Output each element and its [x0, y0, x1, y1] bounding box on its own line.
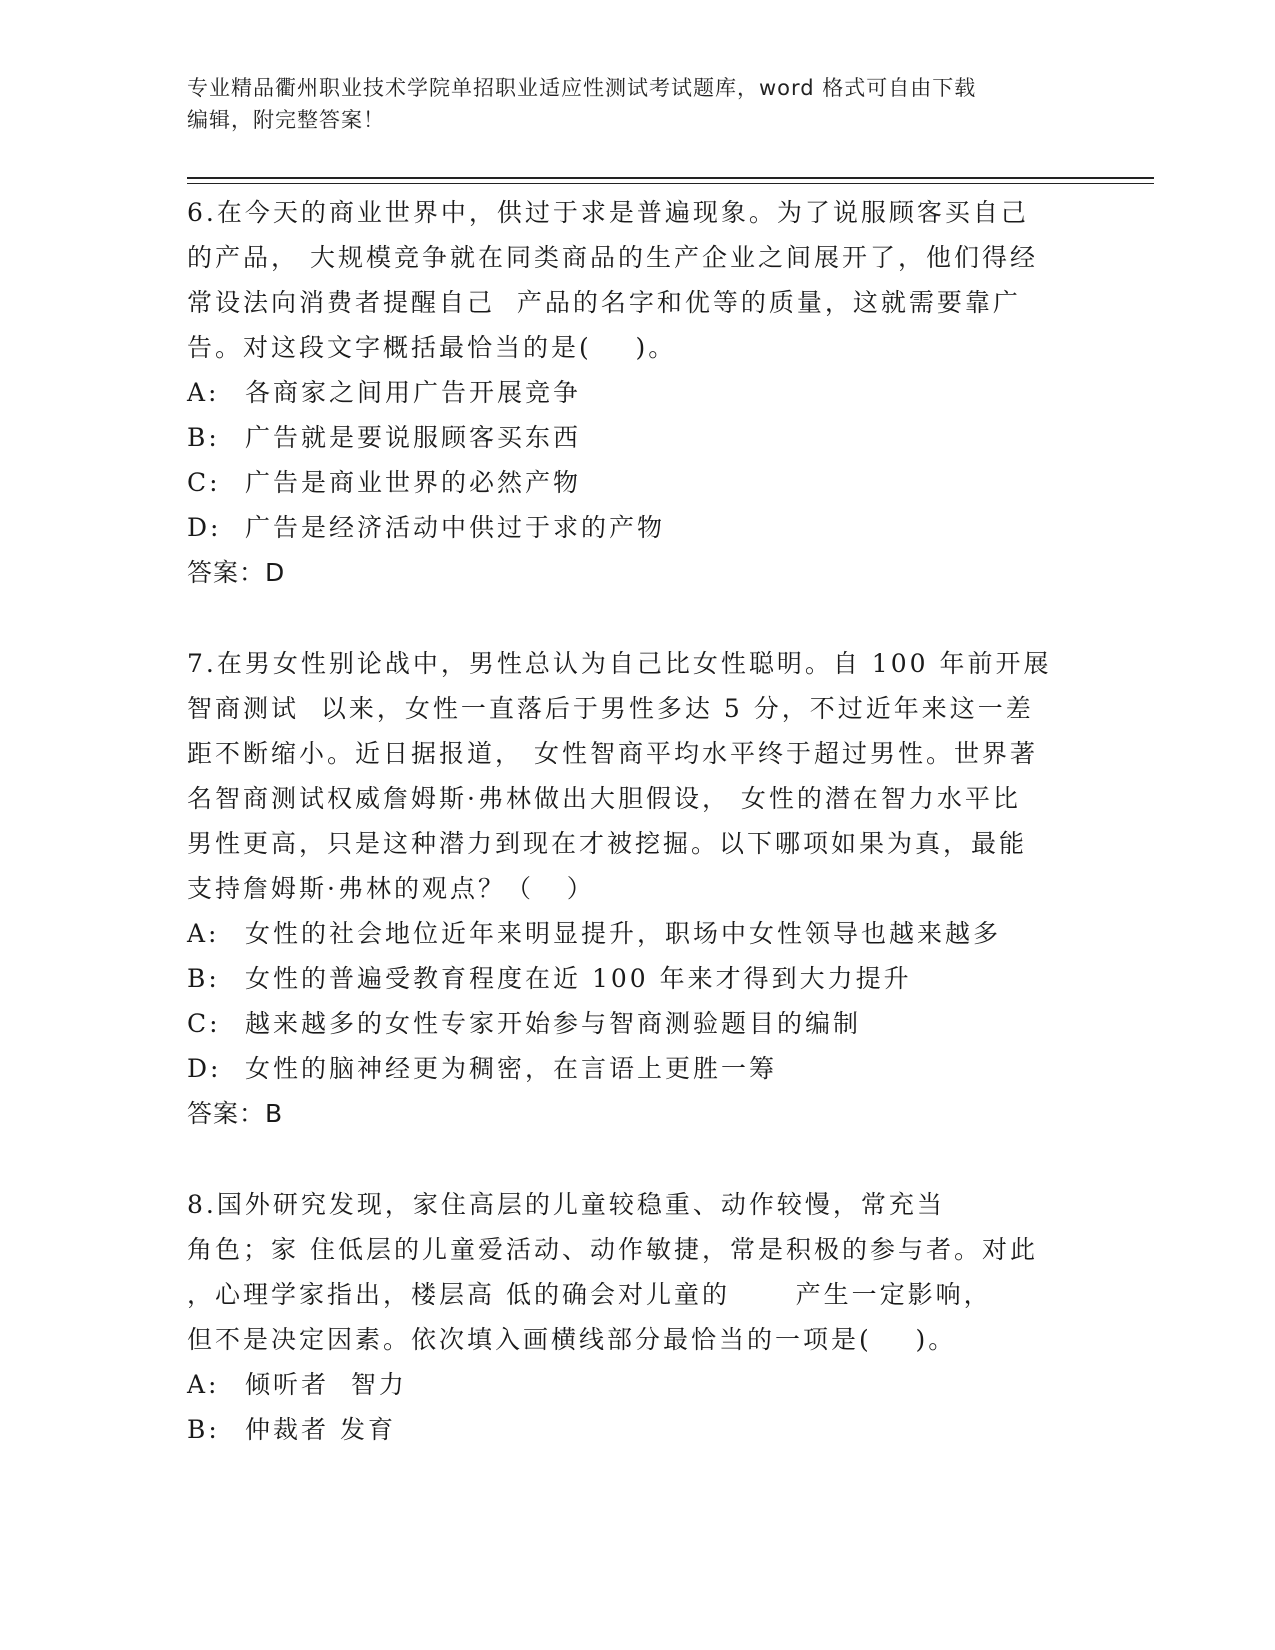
stem-line: 告。对这段文字概括最恰当的是( )。	[187, 333, 677, 362]
option-text: 广告是经济活动中供过于求的产物	[245, 513, 666, 542]
stem-line: 常设法向消费者提醒自己 产品的名字和优等的质量，这就需要靠广	[187, 288, 1021, 317]
option-d	[187, 505, 1087, 550]
question-stem	[187, 641, 1087, 911]
page-header	[187, 72, 1087, 136]
option-key: B:	[187, 423, 220, 452]
option-key: D:	[187, 1054, 222, 1083]
option-key: A:	[187, 378, 220, 407]
question-6	[187, 190, 1087, 595]
stem-line: 智商测试 以来，女性一直落后于男性多达 5 分，不过近年来这一差	[187, 694, 1034, 723]
stem-line: 支持詹姆斯·弗林的观点？（ ）	[187, 874, 595, 903]
option-a	[187, 1362, 1087, 1407]
option-a	[187, 370, 1087, 415]
option-text: 女性的社会地位近年来明显提升，职场中女性领导也越来越多	[245, 919, 1002, 948]
question-7	[187, 641, 1087, 1136]
stem-line: 的产品， 大规模竞争就在同类商品的生产企业之间展开了，他们得经	[187, 243, 1038, 272]
option-text: 广告就是要说服顾客买东西	[245, 423, 582, 452]
answer-label: 答案：D	[187, 558, 286, 587]
option-text: 倾听者 智力	[245, 1370, 407, 1399]
stem-line: 男性更高，只是这种潜力到现在才被挖掘。以下哪项如果为真，最能	[187, 829, 1028, 858]
option-key: A:	[187, 919, 220, 948]
option-key: D:	[187, 513, 222, 542]
option-key: B:	[187, 964, 220, 993]
option-text: 越来越多的女性专家开始参与智商测验题目的编制	[245, 1009, 862, 1038]
stem-line: 距不断缩小。近日据报道， 女性智商平均水平终于超过男性。世界著	[187, 739, 1038, 768]
option-text: 各商家之间用广告开展竞争	[245, 378, 582, 407]
answer-label: 答案：B	[187, 1099, 284, 1128]
option-text: 广告是商业世界的必然产物	[245, 468, 582, 497]
option-text: 女性的脑神经更为稠密，在言语上更胜一筹	[245, 1054, 778, 1083]
question-stem	[187, 190, 1087, 370]
stem-line: 角色；家 住低层的儿童爱活动、动作敏捷，常是积极的参与者。对此	[187, 1235, 1038, 1264]
question-list	[187, 190, 1087, 1498]
option-key: C:	[187, 1009, 221, 1038]
option-c	[187, 1001, 1087, 1046]
header-divider-thick	[187, 177, 1154, 179]
option-key: A:	[187, 1370, 220, 1399]
option-c	[187, 460, 1087, 505]
stem-line: 但不是决定因素。依次填入画横线部分最恰当的一项是( )。	[187, 1325, 957, 1354]
option-text: 女性的普遍受教育程度在近 100 年来才得到大力提升	[245, 964, 912, 993]
option-d	[187, 1046, 1087, 1091]
header-line-1: 专业精品衢州职业技术学院单招职业适应性测试考试题库，word 格式可自由下载	[187, 76, 977, 100]
stem-line: 7.在男女性别论战中，男性总认为自己比女性聪明。自 100 年前开展	[187, 649, 1052, 678]
option-key: C:	[187, 468, 221, 497]
stem-line: ，心理学家指出，楼层高 低的确会对儿童的 产生一定影响，	[187, 1280, 992, 1309]
option-b	[187, 1407, 1087, 1452]
stem-line: 8.国外研究发现，家住高层的儿童较稳重、动作较慢，常充当	[187, 1190, 945, 1219]
header-line-2: 编辑，附完整答案！	[187, 108, 385, 132]
question-stem	[187, 1182, 1087, 1362]
stem-line: 名智商测试权威詹姆斯·弗林做出大胆假设， 女性的潜在智力水平比	[187, 784, 1021, 813]
option-a	[187, 911, 1087, 956]
option-b	[187, 415, 1087, 460]
stem-line: 6.在今天的商业世界中，供过于求是普遍现象。为了说服顾客买自己	[187, 198, 1029, 227]
option-text: 仲裁者 发育	[245, 1415, 396, 1444]
question-8	[187, 1182, 1087, 1452]
header-divider-thin	[187, 183, 1154, 184]
option-key: B:	[187, 1415, 220, 1444]
option-b	[187, 956, 1087, 1001]
